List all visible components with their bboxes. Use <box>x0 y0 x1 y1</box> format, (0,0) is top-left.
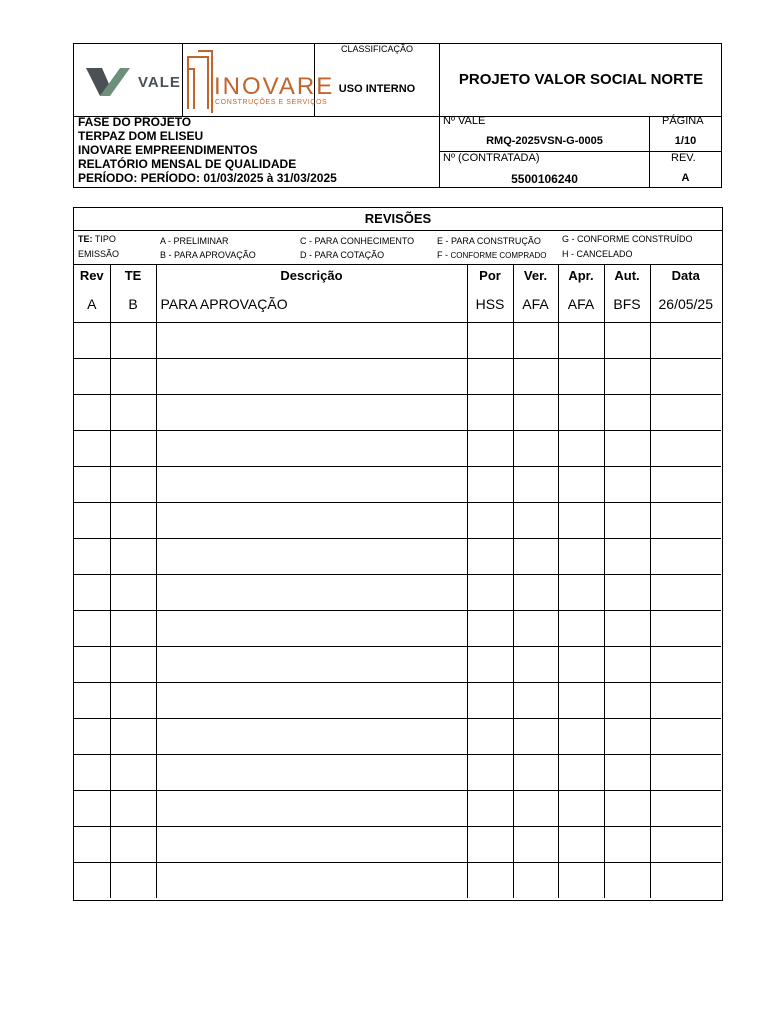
table-cell <box>467 322 513 358</box>
table-cell <box>74 358 110 394</box>
table-cell <box>513 826 558 862</box>
table-cell <box>467 538 513 574</box>
table-cell <box>513 718 558 754</box>
table-cell <box>110 502 156 538</box>
table-cell <box>604 322 650 358</box>
phase-line: FASE DO PROJETO <box>78 115 192 129</box>
table-cell <box>110 358 156 394</box>
table-row <box>74 394 721 430</box>
table-cell <box>74 682 110 718</box>
table-cell <box>558 826 604 862</box>
n-vale-value: RMQ-2025VSN-G-0005 <box>486 135 603 147</box>
table-cell <box>558 682 604 718</box>
table-cell <box>156 574 467 610</box>
column-header: Por <box>467 264 513 286</box>
table-row <box>74 862 721 898</box>
table-cell <box>110 322 156 358</box>
table-cell <box>513 790 558 826</box>
classificacao-label: CLASSIFICAÇÃO <box>340 44 414 54</box>
table-cell <box>604 790 650 826</box>
column-header: Ver. <box>513 264 558 286</box>
table-cell <box>156 610 467 646</box>
te-label <box>78 234 116 244</box>
legend-b: B - PARA APROVAÇÃO <box>160 250 256 260</box>
legend-f-prefix: F - <box>437 250 451 260</box>
column-header: Data <box>650 264 721 286</box>
table-cell <box>110 646 156 682</box>
table-header-row <box>74 264 721 286</box>
table-cell <box>156 358 467 394</box>
table-row <box>74 646 721 682</box>
project-title: PROJETO VALOR SOCIAL NORTE <box>458 71 704 88</box>
table-cell <box>513 682 558 718</box>
table-row <box>74 322 721 358</box>
table-row <box>74 610 721 646</box>
table-cell <box>604 646 650 682</box>
table-cell <box>467 358 513 394</box>
table-cell <box>156 682 467 718</box>
column-header: TE <box>110 264 156 286</box>
table-cell <box>604 466 650 502</box>
table-cell <box>156 394 467 430</box>
table-cell <box>74 466 110 502</box>
table-cell <box>467 430 513 466</box>
phase-line: INOVARE EMPREENDIMENTOS <box>78 143 258 157</box>
column-header: Rev <box>74 264 110 286</box>
table-cell <box>650 646 721 682</box>
legend-f <box>437 250 547 260</box>
table-cell <box>558 754 604 790</box>
table-cell <box>513 358 558 394</box>
table-row <box>74 358 721 394</box>
rev-value: A <box>681 172 690 184</box>
table-cell <box>467 502 513 538</box>
table-cell <box>513 754 558 790</box>
vale-logo-mark <box>84 62 134 102</box>
column-header: Apr. <box>558 264 604 286</box>
table-cell <box>467 394 513 430</box>
table-cell <box>74 718 110 754</box>
table-row <box>74 682 721 718</box>
table-cell <box>74 430 110 466</box>
table-cell <box>110 430 156 466</box>
legend-f-text: CONFORME COMPRADO <box>450 251 547 260</box>
table-cell <box>467 790 513 826</box>
table-cell <box>74 538 110 574</box>
vale-logo <box>84 62 181 102</box>
pagina-label: PÁGINA <box>662 115 704 127</box>
phase-line: RELATÓRIO MENSAL DE QUALIDADE <box>78 157 297 171</box>
table-cell: BFS <box>604 286 650 322</box>
table-cell <box>604 358 650 394</box>
table-row <box>74 286 721 322</box>
revisions-table <box>74 264 721 898</box>
table-cell <box>110 862 156 898</box>
table-cell <box>156 754 467 790</box>
inovare-logo <box>184 47 335 115</box>
n-contratada-value: 5500106240 <box>511 172 578 186</box>
table-cell <box>74 862 110 898</box>
table-cell <box>467 466 513 502</box>
table-cell <box>467 646 513 682</box>
table-cell <box>156 790 467 826</box>
revisions-title: REVISÕES <box>364 211 432 226</box>
table-cell <box>650 754 721 790</box>
table-cell <box>558 646 604 682</box>
table-cell <box>156 466 467 502</box>
table-cell <box>650 574 721 610</box>
column-header: Aut. <box>604 264 650 286</box>
table-cell <box>604 430 650 466</box>
te-label-rest: TIPO <box>92 234 116 244</box>
table-cell <box>604 574 650 610</box>
table-cell: B <box>110 286 156 322</box>
divider <box>182 44 183 116</box>
table-cell <box>604 754 650 790</box>
table-cell <box>650 826 721 862</box>
classificacao-value: USO INTERNO <box>338 83 416 95</box>
table-cell <box>110 682 156 718</box>
n-contratada-label: Nº (CONTRATADA) <box>443 152 540 164</box>
table-cell <box>558 466 604 502</box>
table-cell <box>74 754 110 790</box>
table-cell <box>110 538 156 574</box>
table-cell <box>156 322 467 358</box>
table-cell <box>604 502 650 538</box>
table-cell <box>110 826 156 862</box>
table-cell <box>650 430 721 466</box>
table-cell <box>650 358 721 394</box>
table-cell <box>650 790 721 826</box>
table-cell <box>604 862 650 898</box>
table-cell <box>558 538 604 574</box>
table-row <box>74 502 721 538</box>
n-vale-label: Nº VALE <box>443 115 486 127</box>
table-cell: A <box>74 286 110 322</box>
table-cell <box>650 538 721 574</box>
emissao-label: EMISSÃO <box>78 249 120 259</box>
legend-a: A - PRELIMINAR <box>160 236 229 246</box>
table-cell <box>513 610 558 646</box>
table-cell <box>558 502 604 538</box>
table-cell <box>110 466 156 502</box>
table-row <box>74 754 721 790</box>
table-cell <box>74 610 110 646</box>
table-cell <box>110 754 156 790</box>
table-cell <box>604 538 650 574</box>
table-cell: AFA <box>558 286 604 322</box>
table-cell <box>74 574 110 610</box>
table-cell <box>467 754 513 790</box>
vale-logo-text: VALE <box>138 74 181 91</box>
table-cell <box>467 574 513 610</box>
table-row <box>74 430 721 466</box>
table-cell <box>558 610 604 646</box>
table-cell <box>156 538 467 574</box>
table-cell <box>110 790 156 826</box>
table-cell <box>513 430 558 466</box>
table-cell <box>558 430 604 466</box>
table-cell: HSS <box>467 286 513 322</box>
column-header: Descrição <box>156 264 467 286</box>
table-cell: AFA <box>513 286 558 322</box>
table-cell <box>513 574 558 610</box>
table-cell <box>604 610 650 646</box>
table-cell <box>467 682 513 718</box>
table-cell <box>156 826 467 862</box>
table-cell <box>156 862 467 898</box>
table-row <box>74 574 721 610</box>
table-cell <box>110 394 156 430</box>
project-phase-info <box>78 115 337 185</box>
divider <box>74 230 722 231</box>
table-cell <box>513 502 558 538</box>
table-cell <box>558 394 604 430</box>
phase-line: PERÍODO: PERÍODO: 01/03/2025 à 31/03/2025 <box>78 171 337 185</box>
table-cell <box>650 322 721 358</box>
table-cell: PARA APROVAÇÃO <box>156 286 467 322</box>
legend-d: D - PARA COTAÇÃO <box>300 250 385 260</box>
table-cell <box>604 682 650 718</box>
table-cell <box>467 718 513 754</box>
table-cell <box>513 538 558 574</box>
legend-h: H - CANCELADO <box>562 249 633 259</box>
table-cell <box>604 394 650 430</box>
te-label-bold: TE: <box>78 234 93 244</box>
table-cell <box>558 718 604 754</box>
table-cell <box>110 718 156 754</box>
table-cell <box>467 610 513 646</box>
table-cell <box>110 574 156 610</box>
table-cell <box>558 322 604 358</box>
table-cell <box>650 862 721 898</box>
table-cell <box>558 862 604 898</box>
legend-c: C - PARA CONHECIMENTO <box>300 236 415 246</box>
table-cell <box>74 646 110 682</box>
legend-g: G - CONFORME CONSTRUÍDO <box>562 234 693 244</box>
document-header <box>73 43 722 188</box>
table-cell <box>156 646 467 682</box>
table-cell: 26/05/25 <box>650 286 721 322</box>
table-cell <box>74 322 110 358</box>
table-cell <box>650 394 721 430</box>
table-cell <box>467 862 513 898</box>
rev-label: REV. <box>671 152 696 164</box>
table-cell <box>650 610 721 646</box>
inovare-logo-text: INOVARE <box>214 73 335 100</box>
table-cell <box>110 610 156 646</box>
table-row <box>74 790 721 826</box>
table-row <box>74 466 721 502</box>
phase-line: TERPAZ DOM ELISEU <box>78 129 204 143</box>
table-cell <box>74 826 110 862</box>
table-cell <box>650 682 721 718</box>
table-cell <box>74 790 110 826</box>
table-cell <box>650 718 721 754</box>
table-row <box>74 826 721 862</box>
table-cell <box>558 790 604 826</box>
table-cell <box>513 394 558 430</box>
inovare-logo-mark <box>184 47 214 113</box>
table-cell <box>156 718 467 754</box>
table-cell <box>604 718 650 754</box>
table-cell <box>467 826 513 862</box>
table-cell <box>156 502 467 538</box>
inovare-logo-subtitle: CONSTRUÇÕES E SERVIÇOS <box>215 99 328 106</box>
table-cell <box>513 322 558 358</box>
table-cell <box>513 862 558 898</box>
table-cell <box>513 646 558 682</box>
table-row <box>74 538 721 574</box>
revisions-section <box>73 207 723 901</box>
table-cell <box>650 466 721 502</box>
table-cell <box>74 394 110 430</box>
table-cell <box>650 502 721 538</box>
table-cell <box>513 466 558 502</box>
table-row <box>74 718 721 754</box>
legend-e: E - PARA CONSTRUÇÃO <box>437 236 541 246</box>
table-cell <box>558 358 604 394</box>
table-cell <box>156 430 467 466</box>
table-cell <box>74 502 110 538</box>
table-cell <box>604 826 650 862</box>
pagina-value: 1/10 <box>674 135 697 147</box>
table-cell <box>558 574 604 610</box>
